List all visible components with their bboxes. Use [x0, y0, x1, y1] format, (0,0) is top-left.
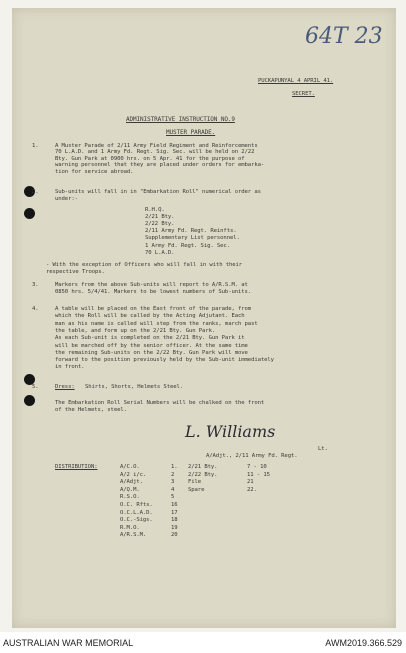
footer-accession: AWM2019.366.529 [325, 638, 402, 648]
text-line: A table will be placed on the East front of the parade, from [55, 306, 252, 312]
unit-item: R.H.Q. [145, 207, 165, 213]
distribution-copy-number: 19 [171, 524, 178, 531]
distribution-copy-number: 17 [171, 509, 178, 516]
signature-appointment: A/Adjt., 2/11 Army Fd. Regt. [206, 453, 298, 459]
handwritten-reference: 64T 23 [305, 24, 383, 49]
para-number: 3. [32, 282, 39, 288]
unit-item: 70 L.A.D. [145, 249, 175, 256]
footer-bar [0, 632, 406, 653]
distribution-copy-number: 18 [171, 517, 178, 524]
distribution-recipient: A/Adjt. [120, 479, 143, 486]
text-line: Bty. Gun Park at 0900 hrs. on 5 Apr. 41 for the purpose of [55, 155, 245, 162]
unit-item: 1 Army Fd. Regt. Sig. Sec. [145, 242, 230, 249]
distribution-copy-number: 3 [171, 479, 175, 486]
unit-item: 2/21 Bty. [145, 214, 175, 221]
distribution-copy-number: 20 [171, 532, 178, 539]
unit-item: Supplementary List personnel. [145, 235, 240, 242]
distribution-copy-number: 11 - 15 [247, 471, 270, 478]
text-line: A Muster Parade of 2/11 Army Field Regiment and Reinforcements [55, 143, 258, 149]
dress-label: Dress: [55, 384, 75, 390]
distribution-copy-number: 2 [171, 471, 175, 478]
distribution-copy-number: 4 [171, 486, 175, 493]
distribution-copy-number: 1. [171, 464, 178, 470]
distribution-recipient: 2/21 Bty. [188, 464, 218, 470]
distribution-recipient: O.C. Rfts. [120, 502, 153, 508]
text-line: As each Sub-unit is completed on the 2/21 Bty. Gun Park it [55, 335, 245, 342]
distribution-recipient: A/R.S.M. [120, 532, 147, 539]
distribution-recipient: R.S.O. [120, 494, 140, 501]
distribution-recipient: R.M.O. [120, 524, 140, 531]
distribution-recipient: A/C.O. [120, 464, 140, 470]
distribution-recipient: Spare [188, 486, 205, 493]
classification: SECRET. [292, 91, 315, 97]
text-line: which the Roll will be called by the Acting Adjutant. Each [55, 313, 245, 320]
text-line: respective Troops. [46, 269, 105, 275]
text-line: of the Helmets, steel. [55, 407, 127, 413]
para-number: 1. [32, 143, 39, 149]
distribution-recipient: A/Q.M. [120, 486, 140, 493]
text-line: under:- [55, 196, 78, 202]
distribution-copy-number: 7 - 10 [247, 464, 267, 470]
distribution-recipient: File [188, 479, 202, 486]
text-line: warning personnel that they are placed under orders for embarka- [55, 162, 265, 169]
distribution-recipient: O.C.L.A.D. [120, 509, 153, 516]
unit-item: 2/22 Bty. [145, 221, 175, 228]
text-line: forward to the position previously held by the Sub-unit immediately [55, 357, 274, 364]
footer-credit: AUSTRALIAN WAR MEMORIAL [3, 638, 134, 648]
signature: L. Williams [185, 422, 276, 441]
text-line: The Embarkation Roll Serial Numbers will be chalked on the front [55, 400, 265, 406]
punch-hole [24, 395, 35, 406]
para-number: 5. [32, 384, 39, 390]
text-line: man as his name is called will step from the ranks, march past [55, 320, 258, 327]
document-subtitle: MUSTER PARADE. [166, 129, 216, 136]
text-line: will be marched off by the senior officer. At the same time [55, 342, 248, 349]
document-title: ADMINISTRATIVE INSTRUCTION NO.9 [126, 116, 235, 123]
distribution-recipient: 2/22 Bty. [188, 471, 218, 478]
signature-rank: Lt. [318, 446, 328, 452]
distribution-label: DISTRIBUTION: [55, 464, 98, 470]
distribution-copy-number: 5 [171, 494, 175, 501]
distribution-copy-number: 16 [171, 502, 178, 508]
text-line: the remaining Sub-units on the 2/22 Bty. Gun Park will move [55, 349, 248, 356]
dress-text: Shirts, Shorts, Helmets Steel. [85, 384, 184, 390]
text-line: the table, and form up on the 2/21 Bty. Gun Park. [55, 327, 216, 334]
text-line: Markers from the above Sub-units will report to A/R.S.M. at [55, 282, 248, 288]
text-line: 0850 hrs. 5/4/41. Markers to be lowest numbers of Sub-units. [55, 289, 252, 295]
punch-hole [24, 208, 35, 219]
para-number: 2. [32, 189, 39, 195]
distribution-recipient: O.C.-Sigs. [120, 517, 153, 524]
distribution-copy-number: 21 [247, 479, 254, 486]
para-number: 4. [32, 306, 39, 312]
text-line: 70 L.A.D. and 1 Army Fd. Regt. Sig. Sec. will be held on 2/22 [55, 149, 255, 156]
distribution-copy-number: 22. [247, 486, 257, 493]
text-line: in front. [55, 364, 85, 371]
distribution-recipient: A/2 i/c. [120, 471, 147, 478]
text-line: - With the exception of Officers who will fall in with their [46, 262, 243, 268]
place-date: PUCKAPUNYAL 4 APRIL 41. [258, 78, 334, 84]
text-line: tion for service abroad. [55, 168, 134, 175]
text-line: Sub-units will fall in in "Embarkation Roll" numerical order as [55, 189, 261, 195]
unit-item: 2/11 Army Fd. Regt. Reinfts. [145, 228, 237, 235]
